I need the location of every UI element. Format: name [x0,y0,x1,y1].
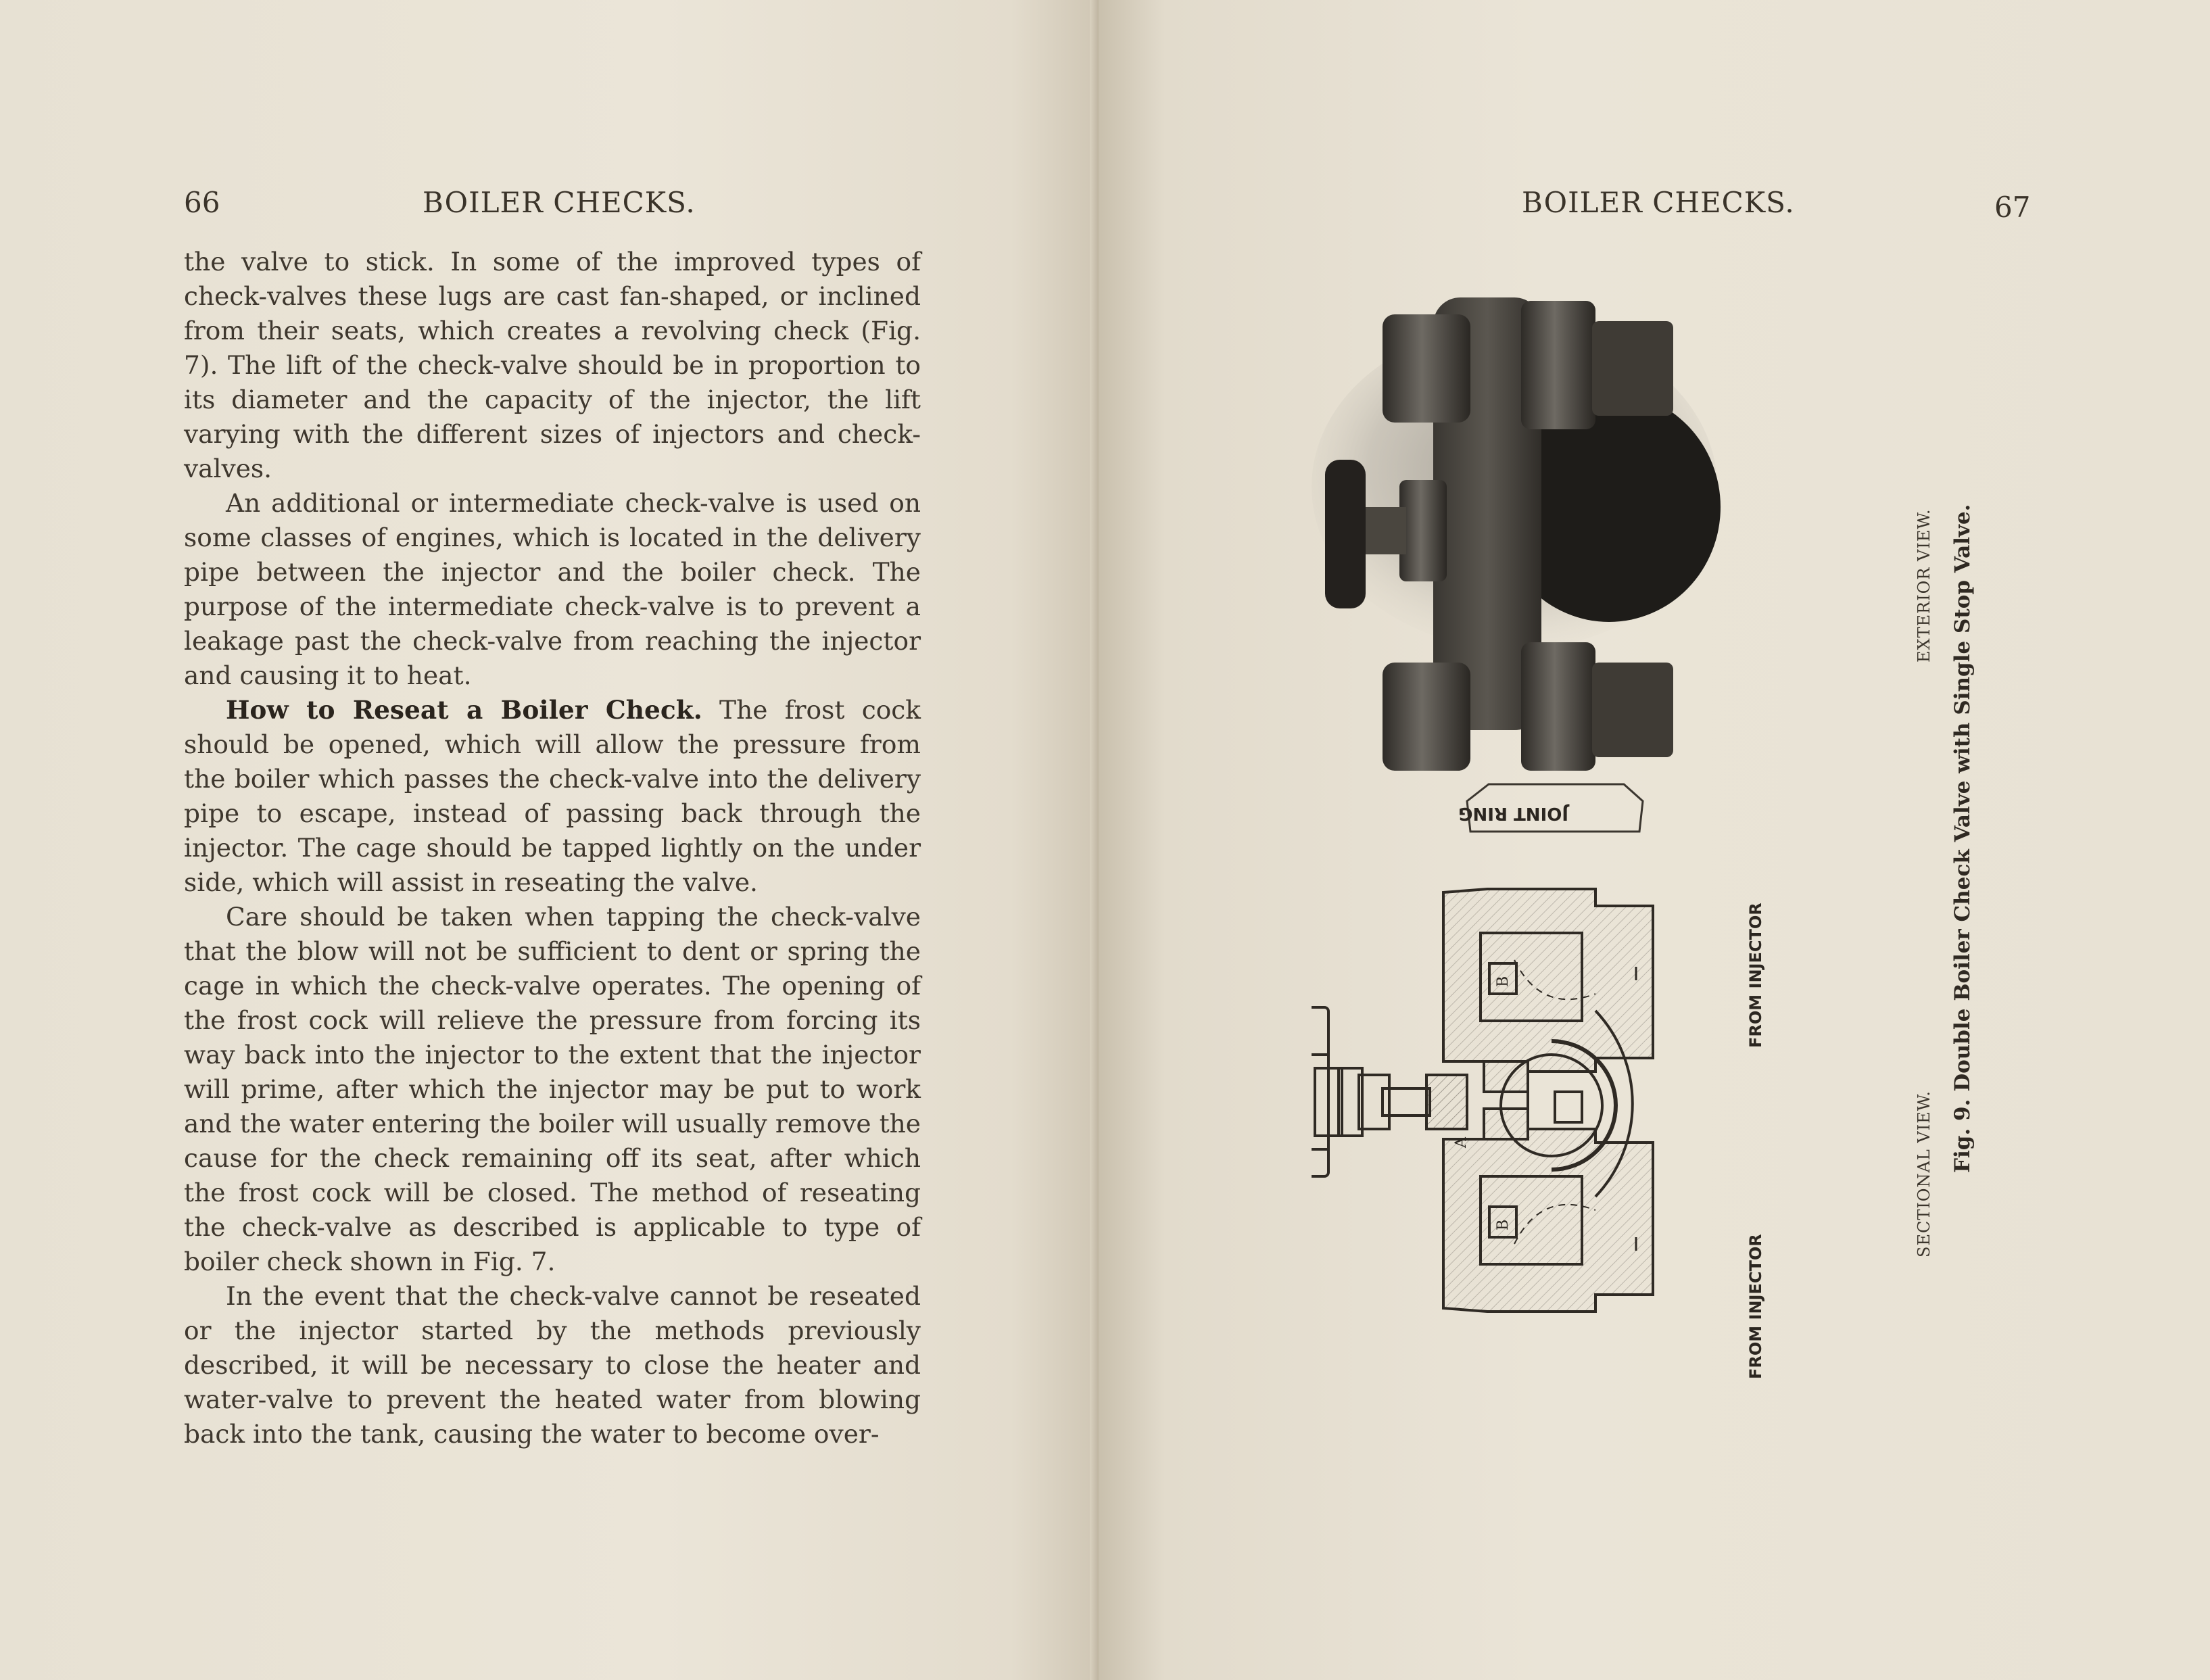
part-b-label-top: B [1495,976,1512,987]
part-a-label: A [1453,1137,1470,1148]
left-page [0,0,1099,1680]
from-injector-label-bottom: FROM INJECTOR [1746,1234,1765,1379]
part-b-label-bottom: B [1495,1219,1512,1230]
paragraph-text: The frost cock should be opened, which will allow the pressure from the boiler which passes the check-valve into the delivery pipe to escape, instead of passing back through the injector. The cage should be tapped lightly on the under side, which will assist in reseating the valve. [184,695,921,897]
from-injector-label-top: FROM INJECTOR [1746,903,1765,1048]
exterior-view-illustration [1312,297,1721,832]
page-number-right: 67 [1994,191,2031,224]
paragraph: An additional or intermediate check-valve is used on some classes of engines, which is located in the delivery pipe between the injector and the boiler check. The purpose of the intermediate check-valve is to prevent a leakage past the check-valve from reaching the injector and causing it to heat. [184,488,921,690]
section-heading: How to Reseat a Boiler Check. [226,695,702,725]
figure-caption: Fig. 9. Double Boiler Check Valve with Single Stop Valve. [1950,504,1975,1173]
sectional-view-illustration [1312,889,1653,1312]
paragraph: the valve to stick. In some of the improved types of check-valves these lugs are cast fan-shaped, or inclined from their seats, which creates a revolving check (Fig. 7). The lift of the check-valve should be in proportion to its diameter and the capacity of the injector, the lift varying with the different sizes of injectors and check-valves. [184,247,921,483]
running-head-left: BOILER CHECKS. [423,186,696,219]
paragraph: Care should be taken when tapping the check-valve that the blow will not be sufficient to dent or spring the cage in which the check-valve operates. The opening of the frost cock will relieve the pressure from forcing its way back into the injector to the extent that the injector will prime, after which the injector may be put to work and the water entering the boiler will usually remove the cause for the check remaining off its seat, after which the frost cock will be closed. The method of reseating the check-valve as described is applicable to type of boiler check shown in Fig. 7. [184,902,921,1276]
body-text [184,245,921,1451]
sectional-view-label: SECTIONAL VIEW. [1915,1090,1933,1257]
paragraph: In the event that the check-valve cannot be reseated or the injector started by the methods previously described, it will be necessary to close the heater and water-valve to prevent the heated water from blowing back into the tank, causing the water to become over- [184,1281,921,1449]
running-head-right: BOILER CHECKS. [1522,186,1795,219]
exterior-view-label: EXTERIOR VIEW. [1915,508,1933,663]
joint-ring-label: JOINT RING [1458,803,1568,823]
paragraph [184,693,921,900]
page-number-left: 66 [184,186,220,219]
figure-double-boiler-check [1312,284,1852,1399]
